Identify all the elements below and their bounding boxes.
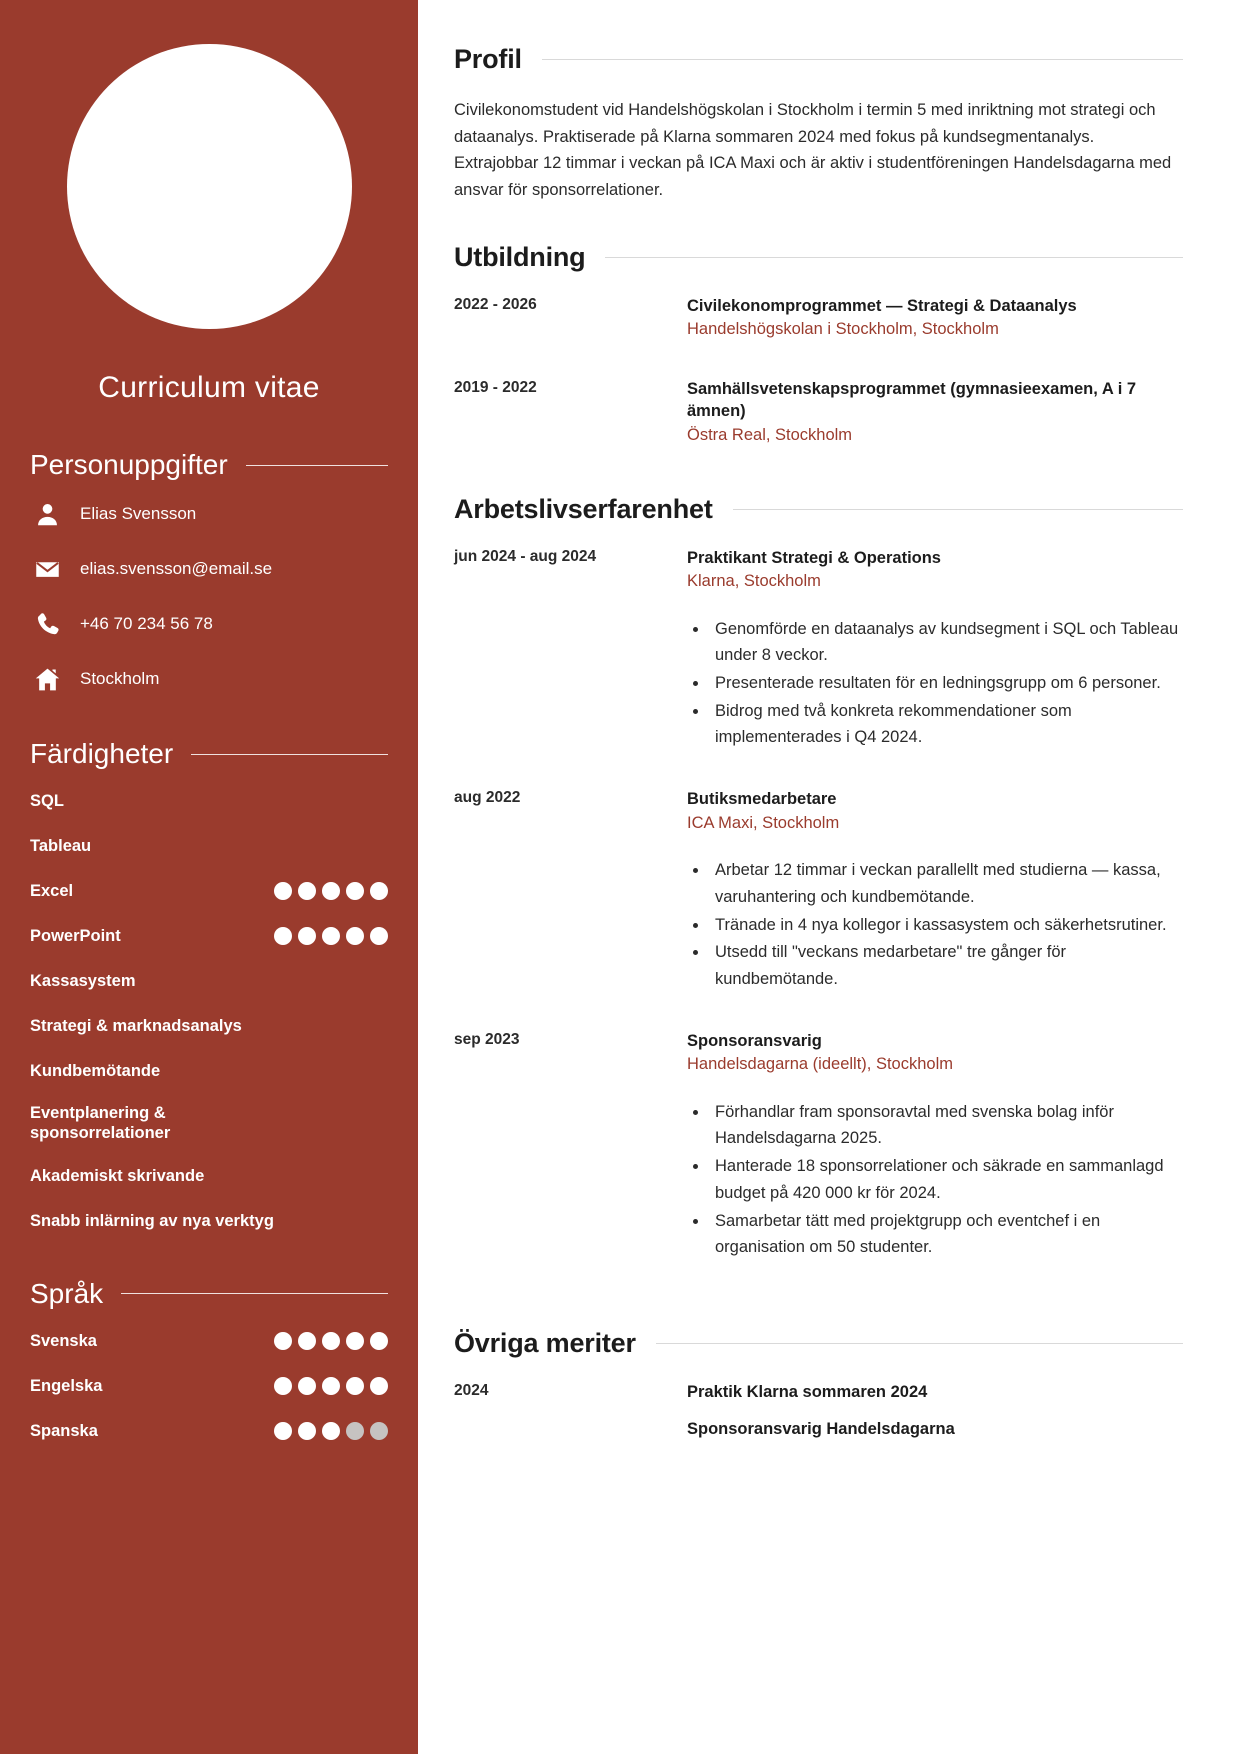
skill-name: Tableau — [30, 836, 92, 855]
skill-row — [30, 1103, 388, 1144]
heading-rule — [733, 509, 1183, 510]
experience-list — [454, 547, 1183, 1299]
experience-bullet: • Utsedd till "veckans medarbetare" tre gånger för kundbemötande. — [709, 939, 1183, 992]
rating-dot — [346, 1332, 364, 1350]
experience-bullet: • Arbetar 12 timmar i veckan parallellt med studierna — kassa, varuhantering och kundbemötande. — [709, 857, 1183, 910]
rating-dot — [274, 882, 292, 900]
skill-name: Excel — [30, 881, 74, 900]
main-content — [418, 0, 1241, 1754]
experience-bullet: • Förhandlar fram sponsoravtal med svenska bolag inför Handelsdagarna 2025. — [709, 1099, 1183, 1152]
contact-value: Elias Svensson — [80, 504, 197, 523]
contact-value: Stockholm — [80, 669, 160, 688]
profile-photo — [67, 44, 352, 329]
education-entry — [454, 295, 1183, 342]
rating-dots — [274, 1332, 388, 1350]
rating-dot — [370, 1377, 388, 1395]
phone-icon — [32, 609, 62, 639]
experience-details — [687, 547, 1183, 753]
rating-dot — [346, 1377, 364, 1395]
language-name: Engelska — [30, 1376, 103, 1395]
experience-bullet: • Genomförde en dataanalys av kundsegment i SQL och Tableau under 8 veckor. — [709, 616, 1183, 669]
rating-dot — [298, 927, 316, 945]
skill-row — [30, 1208, 388, 1234]
experience-entry — [454, 788, 1183, 994]
other-merits-list — [454, 1381, 1183, 1440]
language-row — [30, 1373, 388, 1399]
experience-title: Praktikant Strategi & Operations — [687, 548, 941, 567]
sidebar — [0, 0, 418, 1754]
education-org: Handelshögskolan i Stockholm, Stockholm — [687, 320, 999, 339]
skill-row — [30, 833, 388, 859]
rating-dot — [322, 882, 340, 900]
rating-dots — [274, 927, 388, 945]
skill-row — [30, 1013, 388, 1039]
education-period: 2022 - 2026 — [454, 295, 537, 313]
experience-period: sep 2023 — [454, 1030, 520, 1048]
skill-name: SQL — [30, 791, 64, 810]
skill-row — [30, 1058, 388, 1084]
language-row — [30, 1418, 388, 1444]
rating-dot — [298, 1332, 316, 1350]
skill-name: Snabb inlärning av nya verktyg — [30, 1211, 274, 1230]
skill-name: PowerPoint — [30, 926, 121, 945]
profile-section-heading-label: Profil — [454, 44, 522, 74]
envelope-icon — [32, 554, 62, 584]
heading-rule — [542, 59, 1183, 60]
skill-row — [30, 923, 388, 949]
experience-title: Butiksmedarbetare — [687, 790, 837, 809]
skills-list — [30, 788, 388, 1234]
education-details — [687, 295, 1183, 342]
rating-dot — [274, 927, 292, 945]
profile-photo-wrap — [30, 0, 388, 329]
rating-dot — [346, 1422, 364, 1440]
experience-section-heading — [454, 494, 1183, 525]
rating-dot — [322, 1377, 340, 1395]
other-merits-section-heading — [454, 1328, 1183, 1359]
education-section-heading-label: Utbildning — [454, 241, 586, 272]
experience-period: jun 2024 - aug 2024 — [454, 547, 597, 565]
rating-dot — [322, 1422, 340, 1440]
rating-dot — [370, 1422, 388, 1440]
heading-rule — [191, 754, 388, 755]
education-title: Samhällsvetenskapsprogrammet (gymnasieexamen, A i 7 ämnen) — [687, 379, 1137, 421]
skills-heading-label: Färdigheter — [30, 738, 174, 769]
experience-entry — [454, 547, 1183, 753]
experience-bullets — [709, 616, 1183, 752]
education-title: Civilekonomprogrammet — Strategi & Dataanalys — [687, 296, 1077, 315]
skill-name: Kundbemötande — [30, 1061, 161, 1080]
experience-details — [687, 1030, 1183, 1262]
rating-dot — [274, 1377, 292, 1395]
rating-dot — [298, 1377, 316, 1395]
experience-title: Sponsoransvarig — [687, 1031, 822, 1050]
education-section-heading — [454, 242, 1183, 273]
rating-dot — [274, 1332, 292, 1350]
experience-org: Handelsdagarna (ideellt), Stockholm — [687, 1055, 953, 1074]
experience-bullet: • Hanterade 18 sponsorrelationer och säkrade en sammanlagd budget på 420 000 kr för 2024. — [709, 1153, 1183, 1206]
rating-dots — [274, 1377, 388, 1395]
contact-row — [32, 609, 388, 639]
contact-list — [30, 499, 388, 694]
spacer — [454, 464, 1183, 494]
skill-name: Strategi & marknadsanalys — [30, 1016, 242, 1035]
education-list — [454, 295, 1183, 448]
contact-row — [32, 499, 388, 529]
contact-value: +46 70 234 56 78 — [80, 614, 213, 633]
heading-rule — [656, 1343, 1183, 1344]
experience-entry — [454, 1030, 1183, 1262]
merit-period: 2024 — [454, 1382, 489, 1400]
experience-org: ICA Maxi, Stockholm — [687, 813, 840, 832]
skill-row — [30, 878, 388, 904]
spacer — [454, 1298, 1183, 1328]
experience-org: Klarna, Stockholm — [687, 572, 821, 591]
rating-dot — [370, 927, 388, 945]
education-period: 2019 - 2022 — [454, 378, 537, 396]
merit-details — [687, 1381, 1183, 1440]
merit-entry — [454, 1381, 1183, 1440]
education-entry — [454, 378, 1183, 448]
experience-bullet: • Samarbetar tätt med projektgrupp och eventchef i en organisation om 50 studenter. — [709, 1208, 1183, 1261]
languages-heading-label: Språk — [30, 1277, 104, 1309]
experience-section-heading-label: Arbetslivserfarenhet — [454, 493, 713, 524]
languages-list — [30, 1328, 388, 1444]
skill-row — [30, 1163, 388, 1189]
skill-row — [30, 968, 388, 994]
skill-name: Eventplanering & sponsorrelationer — [30, 1104, 171, 1143]
skill-row — [30, 788, 388, 814]
skill-name: Kassasystem — [30, 971, 136, 990]
merit-title: Praktik Klarna sommaren 2024 — [687, 1383, 928, 1402]
rating-dot — [346, 882, 364, 900]
merit-title: Sponsoransvarig Handelsdagarna — [687, 1419, 955, 1438]
heading-rule — [246, 465, 388, 466]
other-merits-section-heading-label: Övriga meriter — [454, 1328, 636, 1359]
profile-summary-text: Civilekonomstudent vid Handelshögskolan i Stockholm i termin 5 med inriktning mot strategi och dataanalys. Praktiserade på Klarna sommaren 2024 med fokus på kundsegmentanalys. Extrajobbar 12 timmar i veckan på ICA Maxi och är aktiv i studentföreningen Handelsdagarna med ansvar för sponsorrelationer. — [454, 101, 1172, 200]
rating-dot — [298, 882, 316, 900]
experience-bullets — [709, 1099, 1183, 1261]
experience-bullet: • Tränade in 4 nya kollegor i kassasystem och säkerhetsrutiner. — [709, 912, 1183, 939]
contact-value: elias.svensson@email.se — [80, 559, 273, 578]
languages-heading — [30, 1278, 388, 1310]
language-row — [30, 1328, 388, 1354]
rating-dot — [370, 1332, 388, 1350]
personal-details-heading-label: Personuppgifter — [30, 449, 228, 480]
rating-dot — [346, 927, 364, 945]
heading-rule — [605, 257, 1183, 258]
rating-dot — [370, 882, 388, 900]
cv-title: Curriculum vitae — [98, 371, 320, 404]
skill-name: Akademiskt skrivande — [30, 1166, 205, 1185]
rating-dot — [322, 1332, 340, 1350]
person-icon — [32, 499, 62, 529]
language-name: Spanska — [30, 1421, 98, 1440]
home-icon — [32, 664, 62, 694]
contact-row — [32, 554, 388, 584]
rating-dot — [274, 1422, 292, 1440]
education-details — [687, 378, 1183, 448]
education-org: Östra Real, Stockholm — [687, 426, 853, 445]
experience-bullets — [709, 857, 1183, 993]
rating-dots — [274, 882, 388, 900]
experience-bullet: • Bidrog med två konkreta rekommendationer som implementerades i Q4 2024. — [709, 698, 1183, 751]
rating-dot — [322, 927, 340, 945]
contact-row — [32, 664, 388, 694]
experience-details — [687, 788, 1183, 994]
experience-period: aug 2022 — [454, 789, 521, 807]
experience-bullet: • Presenterade resultaten för en ledningsgrupp om 6 personer. — [709, 670, 1183, 697]
profile-section-heading — [454, 44, 1183, 75]
language-name: Svenska — [30, 1331, 97, 1350]
rating-dots — [274, 1422, 388, 1440]
personal-details-heading — [30, 449, 388, 481]
heading-rule — [121, 1293, 388, 1294]
rating-dot — [298, 1422, 316, 1440]
skills-heading — [30, 738, 388, 770]
